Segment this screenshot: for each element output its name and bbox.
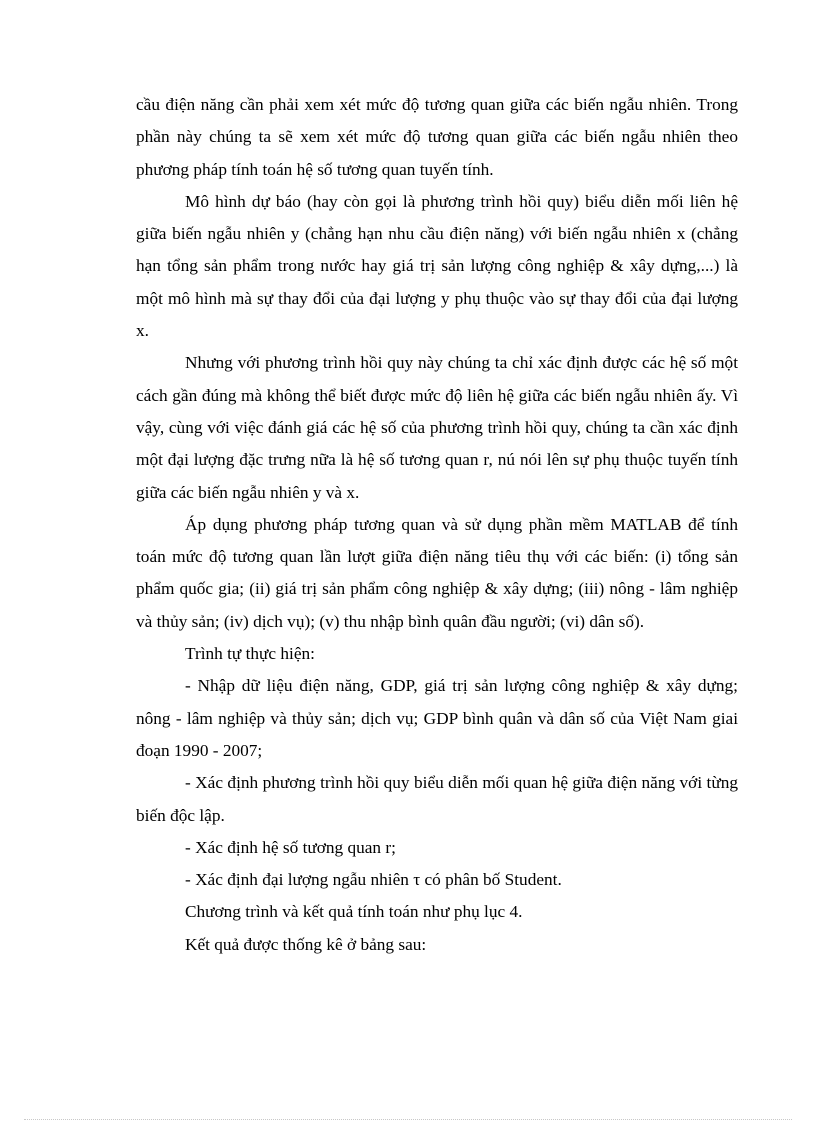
paragraph-appendix-reference: Chương trình và kết quả tính toán như phụ lục 4. <box>185 902 523 922</box>
paragraph-correlation-coefficient: Nhưng với phương trình hồi quy này chúng ta chỉ xác định được các hệ số một cách gần đúng mà không thể biết được mức độ liên hệ giữa các biến ngẫu nhiên ấy. Vì vậy, cùng với việc đánh giá các hệ số của phương trình hồi quy, chúng ta cần xác định một đại lượng đặc trưng nữa là hệ số tương quan r, nú nói lên sự phụ thuộc tuyến tính giữa các biến ngẫu nhiên y và x. <box>136 353 738 502</box>
paragraph-matlab-method: Áp dụng phương pháp tương quan và sử dụng phần mềm MATLAB để tính toán mức độ tương quan lần lượt giữa điện năng tiêu thụ với các biến: (i) tổng sản phẩm quốc gia; (ii) giá trị sản phẩm công nghiệp & xây dựng; (iii) nông - lâm nghiệp và thủy sản; (iv) dịch vụ); (v) thu nhập bình quân đầu người; (vi) dân số). <box>136 514 738 631</box>
list-item-correlation-r: - Xác định hệ số tương quan r; <box>185 837 396 857</box>
paragraph-table-intro: Kết quả được thống kê ở bảng sau: <box>185 934 427 954</box>
paragraph-regression-model: Mô hình dự báo (hay còn gọi là phương trình hồi quy) biểu diễn mối liên hệ giữa biến ngẫu nhiên y (chẳng hạn nhu cầu điện năng) với biến ngẫu nhiên x (chẳng hạn tổng sản phẩm trong nước hay giá trị sản lượng công nghiệp & xây dựng,...) là một mô hình mà sự thay đổi của đại lượng y phụ thuộc vào sự thay đổi của đại lượng x. <box>136 191 738 341</box>
list-item-regression-equation: - Xác định phương trình hồi quy biểu diễn mối quan hệ giữa điện năng với từng biến độc lập. <box>136 773 738 825</box>
list-item-student-distribution: - Xác định đại lượng ngẫu nhiên τ có phân bố Student. <box>185 870 562 890</box>
document-body <box>136 89 738 961</box>
paragraph-intro-continuation: cầu điện năng cần phải xem xét mức độ tương quan giữa các biến ngẫu nhiên. Trong phần này chúng ta sẽ xem xét mức độ tương quan giữa các biến ngẫu nhiên theo phương pháp tính toán hệ số tương quan tuyến tính. <box>136 95 738 179</box>
page-bottom-divider <box>24 1119 792 1120</box>
list-item-input-data: - Nhập dữ liệu điện năng, GDP, giá trị sản lượng công nghiệp & xây dựng; nông - lâm nghiệp và thủy sản; dịch vụ; GDP bình quân và dân số của Việt Nam giai đoạn 1990 - 2007; <box>136 676 738 760</box>
paragraph-procedure-heading: Trình tự thực hiện: <box>185 644 315 664</box>
